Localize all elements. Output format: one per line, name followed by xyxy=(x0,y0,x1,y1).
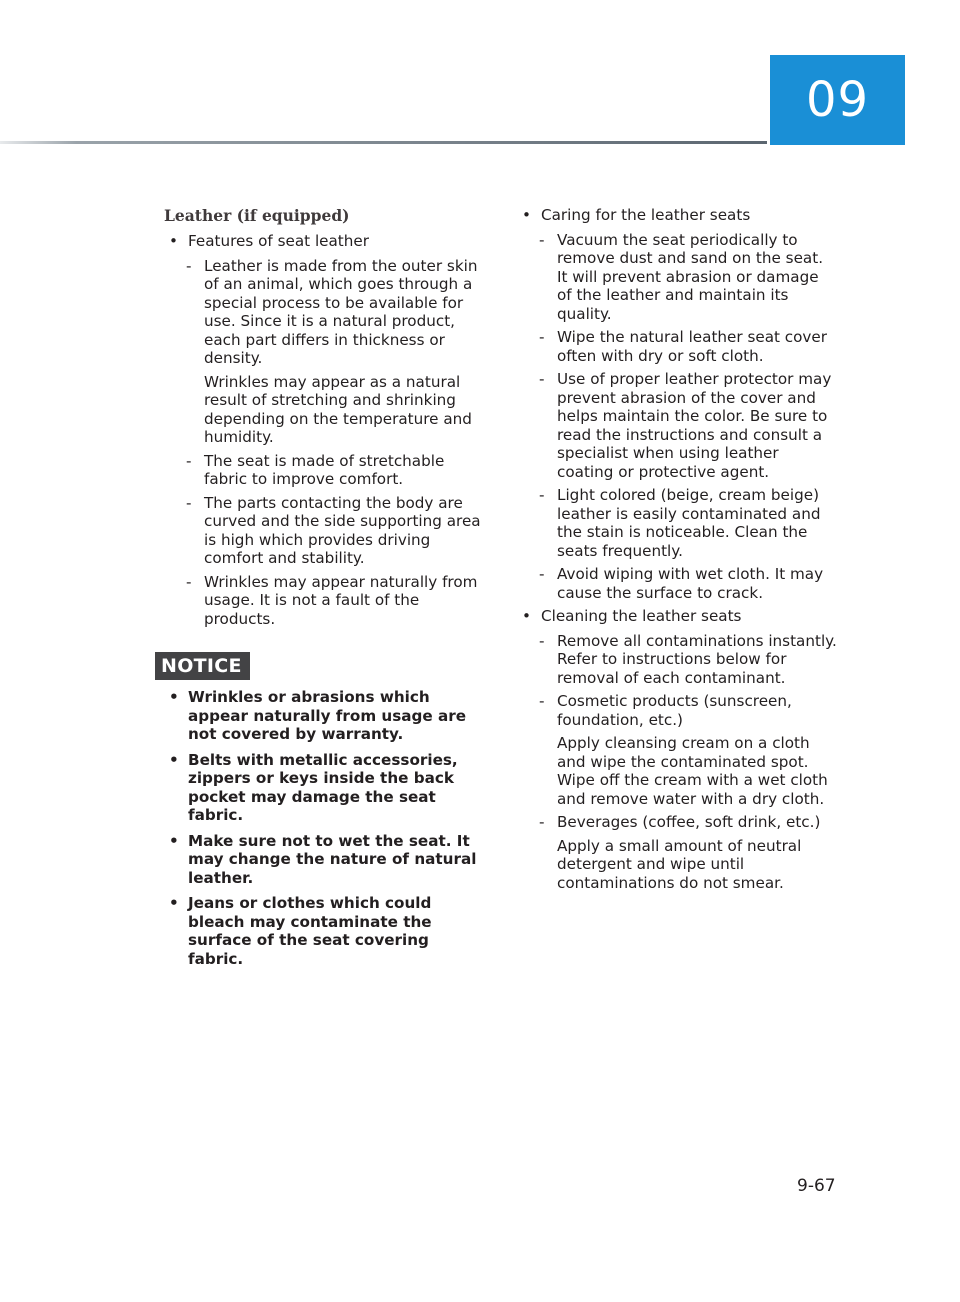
sub-item xyxy=(517,231,837,324)
sub-item-text: Cosmetic products (sunscreen, foundation, etc.) xyxy=(557,692,792,729)
bullet-mark: • xyxy=(169,831,179,850)
sub-item xyxy=(164,494,484,568)
notice-label: NOTICE xyxy=(155,652,250,680)
dash-mark: - xyxy=(539,230,545,249)
bullet-cleaning xyxy=(517,607,837,626)
notice-item xyxy=(164,832,484,888)
sub-item xyxy=(164,573,484,629)
dash-mark: - xyxy=(539,813,545,831)
leather-features-list xyxy=(164,232,484,628)
dash-mark: - xyxy=(539,328,545,346)
chapter-tab: 09 xyxy=(770,55,905,145)
sub-item xyxy=(517,370,837,481)
sub-item-text: Vacuum the seat periodically to remove dust and sand on the seat. It will prevent abrasion or damage of the leather and maintain its quality. xyxy=(557,230,824,323)
sub-item xyxy=(517,565,837,602)
bullet-caring xyxy=(517,206,837,225)
dash-mark: - xyxy=(539,486,545,504)
sub-item xyxy=(164,452,484,489)
dash-mark: - xyxy=(186,493,192,512)
sub-item xyxy=(517,692,837,729)
dash-mark: - xyxy=(539,565,545,583)
sub-item xyxy=(164,257,484,368)
dash-mark: - xyxy=(186,572,192,591)
right-column xyxy=(517,206,837,897)
notice-item-text: Jeans or clothes which could bleach may contaminate the surface of the seat covering fabric. xyxy=(188,894,432,968)
notice-item xyxy=(164,894,484,968)
bullet-mark: • xyxy=(522,206,531,224)
bullet-label: Cleaning the leather seats xyxy=(541,607,742,625)
sub-item-text: Remove all contaminations instantly. Refer to instructions below for removal of each contaminant. xyxy=(557,631,837,687)
sub-item-text: Beverages (coffee, soft drink, etc.) xyxy=(557,813,821,831)
bullet-mark: • xyxy=(169,232,178,250)
bullet-mark: • xyxy=(522,607,531,625)
notice-item-text: Wrinkles or abrasions which appear naturally from usage are not covered by warranty. xyxy=(188,688,467,743)
sub-item-text: The seat is made of stretchable fabric to improve comfort. xyxy=(204,451,445,488)
bullet-mark: • xyxy=(169,750,179,769)
sub-item-paragraph: Apply cleansing cream on a cloth and wipe the contaminated spot. Wipe off the cream with a wet cloth and remove water with a dry cloth. xyxy=(557,734,828,808)
sub-item-paragraph: Wrinkles may appear as a natural result of stretching and shrinking depending on the temperature and humidity. xyxy=(204,372,472,446)
header-rule xyxy=(0,141,767,144)
notice-list xyxy=(164,688,484,968)
bullet-label: Caring for the leather seats xyxy=(541,206,751,224)
notice-item-text: Make sure not to wet the seat. It may change the nature of natural leather. xyxy=(188,831,477,887)
sub-item xyxy=(517,813,837,832)
page-number: 9-67 xyxy=(797,1176,836,1196)
dash-mark: - xyxy=(186,256,192,275)
sub-item-text: Light colored (beige, cream beige) leather is easily contaminated and the stain is noticeable. Clean the seats frequently. xyxy=(557,486,821,560)
sub-item-text: Use of proper leather protector may prevent abrasion of the cover and helps maintain the color. Be sure to read the instructions and consult a specialist when using leather coating or protective agent. xyxy=(557,370,832,481)
dash-mark: - xyxy=(539,631,545,650)
sub-item xyxy=(517,632,837,688)
dash-mark: - xyxy=(539,370,545,388)
sub-item-text: Wipe the natural leather seat cover often with dry or soft cloth. xyxy=(557,328,828,365)
bullet-features xyxy=(164,232,484,251)
dash-mark: - xyxy=(539,692,545,710)
notice-item-text: Belts with metallic accessories, zippers or keys inside the back pocket may damage the seat fabric. xyxy=(188,750,458,824)
bullet-mark: • xyxy=(169,688,179,706)
sub-item xyxy=(517,486,837,560)
sub-item-text: Wrinkles may appear naturally from usage. It is not a fault of the products. xyxy=(204,572,478,628)
bullet-mark: • xyxy=(169,894,179,912)
notice-item xyxy=(164,751,484,825)
sub-item-paragraph: Apply a small amount of neutral detergent and wipe until contaminations do not smear. xyxy=(557,836,802,892)
dash-mark: - xyxy=(186,451,192,470)
sub-item xyxy=(517,328,837,365)
section-title: Leather (if equipped) xyxy=(164,206,350,225)
sub-item-text: Avoid wiping with wet cloth. It may cause the surface to crack. xyxy=(557,565,824,602)
sub-item-text: Leather is made from the outer skin of an animal, which goes through a special process to be available for use. Since it is a natural product, each part differs in thickness or density. xyxy=(204,256,478,367)
notice-item xyxy=(164,688,484,744)
left-column xyxy=(161,206,484,975)
sub-item-text: The parts contacting the body are curved and the side supporting area is high which provides driving comfort and stability. xyxy=(204,493,481,567)
bullet-label: Features of seat leather xyxy=(188,232,369,250)
